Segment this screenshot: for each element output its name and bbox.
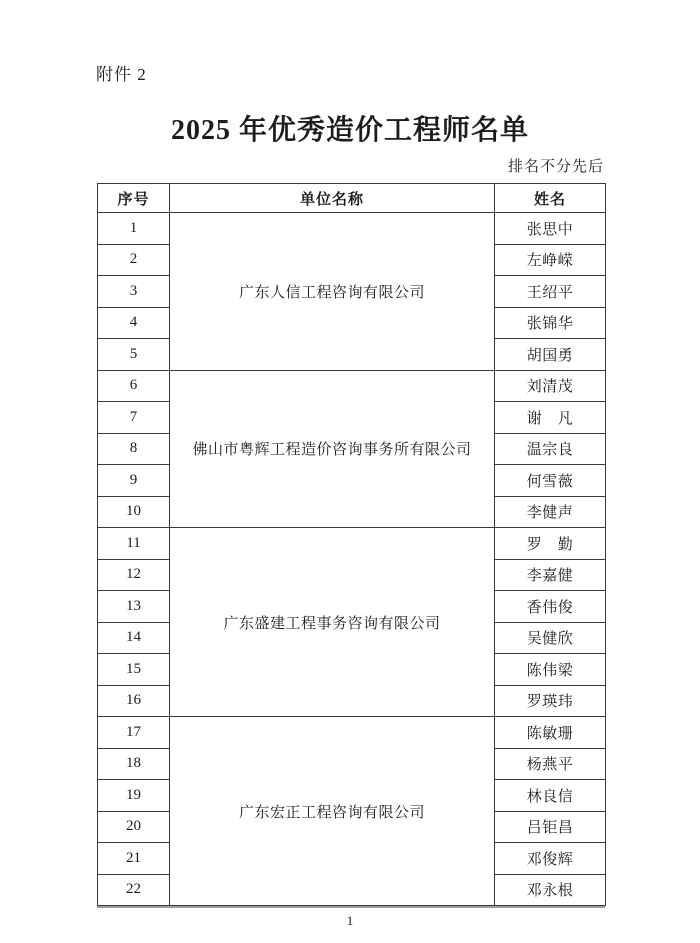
- attachment-label: 附件 2: [96, 65, 147, 84]
- row-serial-number: 9: [98, 465, 170, 497]
- engineer-name-cell: 林良信: [495, 780, 606, 812]
- header-person-name: 姓名: [495, 184, 606, 213]
- engineer-name-cell: 罗 勤: [495, 528, 606, 560]
- roster-table-container: [97, 183, 605, 908]
- page-title: 2025 年优秀造价工程师名单: [170, 115, 529, 146]
- table-row: [98, 528, 606, 560]
- engineer-name-cell: 李健声: [495, 496, 606, 528]
- engineer-name-cell: 谢 凡: [495, 402, 606, 434]
- row-serial-number: 2: [98, 244, 170, 276]
- row-serial-number: 1: [98, 213, 170, 245]
- engineer-name-cell: 罗瑛玮: [495, 685, 606, 717]
- row-serial-number: 21: [98, 843, 170, 875]
- engineer-name-cell: 李嘉健: [495, 559, 606, 591]
- row-serial-number: 7: [98, 402, 170, 434]
- header-company-name: 单位名称: [170, 184, 495, 213]
- table-body: [98, 213, 606, 906]
- row-serial-number: 5: [98, 339, 170, 371]
- company-name-cell: 广东盛建工程事务咨询有限公司: [170, 528, 495, 717]
- engineers-table: [97, 183, 606, 906]
- engineer-name-cell: 刘清茂: [495, 370, 606, 402]
- engineer-name-cell: 吴健欣: [495, 622, 606, 654]
- engineer-name-cell: 邓俊辉: [495, 843, 606, 875]
- row-serial-number: 10: [98, 496, 170, 528]
- engineer-name-cell: 陈伟梁: [495, 654, 606, 686]
- engineer-name-cell: 香伟俊: [495, 591, 606, 623]
- row-serial-number: 4: [98, 307, 170, 339]
- engineer-name-cell: 邓永根: [495, 874, 606, 906]
- row-serial-number: 17: [98, 717, 170, 749]
- row-serial-number: 18: [98, 748, 170, 780]
- row-serial-number: 19: [98, 780, 170, 812]
- engineer-name-cell: 左峥嵘: [495, 244, 606, 276]
- engineer-name-cell: 吕钜昌: [495, 811, 606, 843]
- engineer-name-cell: 何雪薇: [495, 465, 606, 497]
- engineer-name-cell: 王绍平: [495, 276, 606, 308]
- company-name-cell: 佛山市粤辉工程造价咨询事务所有限公司: [170, 370, 495, 528]
- engineer-name-cell: 张锦华: [495, 307, 606, 339]
- row-serial-number: 6: [98, 370, 170, 402]
- row-serial-number: 8: [98, 433, 170, 465]
- row-serial-number: 15: [98, 654, 170, 686]
- row-serial-number: 3: [98, 276, 170, 308]
- table-header-row: [98, 184, 606, 213]
- row-serial-number: 11: [98, 528, 170, 560]
- engineer-name-cell: 张思中: [495, 213, 606, 245]
- engineer-name-cell: 胡国勇: [495, 339, 606, 371]
- page-number: 1: [346, 913, 354, 928]
- row-serial-number: 14: [98, 622, 170, 654]
- company-name-cell: 广东宏正工程咨询有限公司: [170, 717, 495, 906]
- table-row: [98, 213, 606, 245]
- row-serial-number: 12: [98, 559, 170, 591]
- row-serial-number: 13: [98, 591, 170, 623]
- table-row: [98, 370, 606, 402]
- company-name-cell: 广东人信工程咨询有限公司: [170, 213, 495, 371]
- row-serial-number: 20: [98, 811, 170, 843]
- row-serial-number: 16: [98, 685, 170, 717]
- header-serial-number: 序号: [98, 184, 170, 213]
- ranking-note: 排名不分先后: [507, 159, 604, 175]
- table-row: [98, 717, 606, 749]
- engineer-name-cell: 陈敏珊: [495, 717, 606, 749]
- engineer-name-cell: 杨燕平: [495, 748, 606, 780]
- engineer-name-cell: 温宗良: [495, 433, 606, 465]
- row-serial-number: 22: [98, 874, 170, 906]
